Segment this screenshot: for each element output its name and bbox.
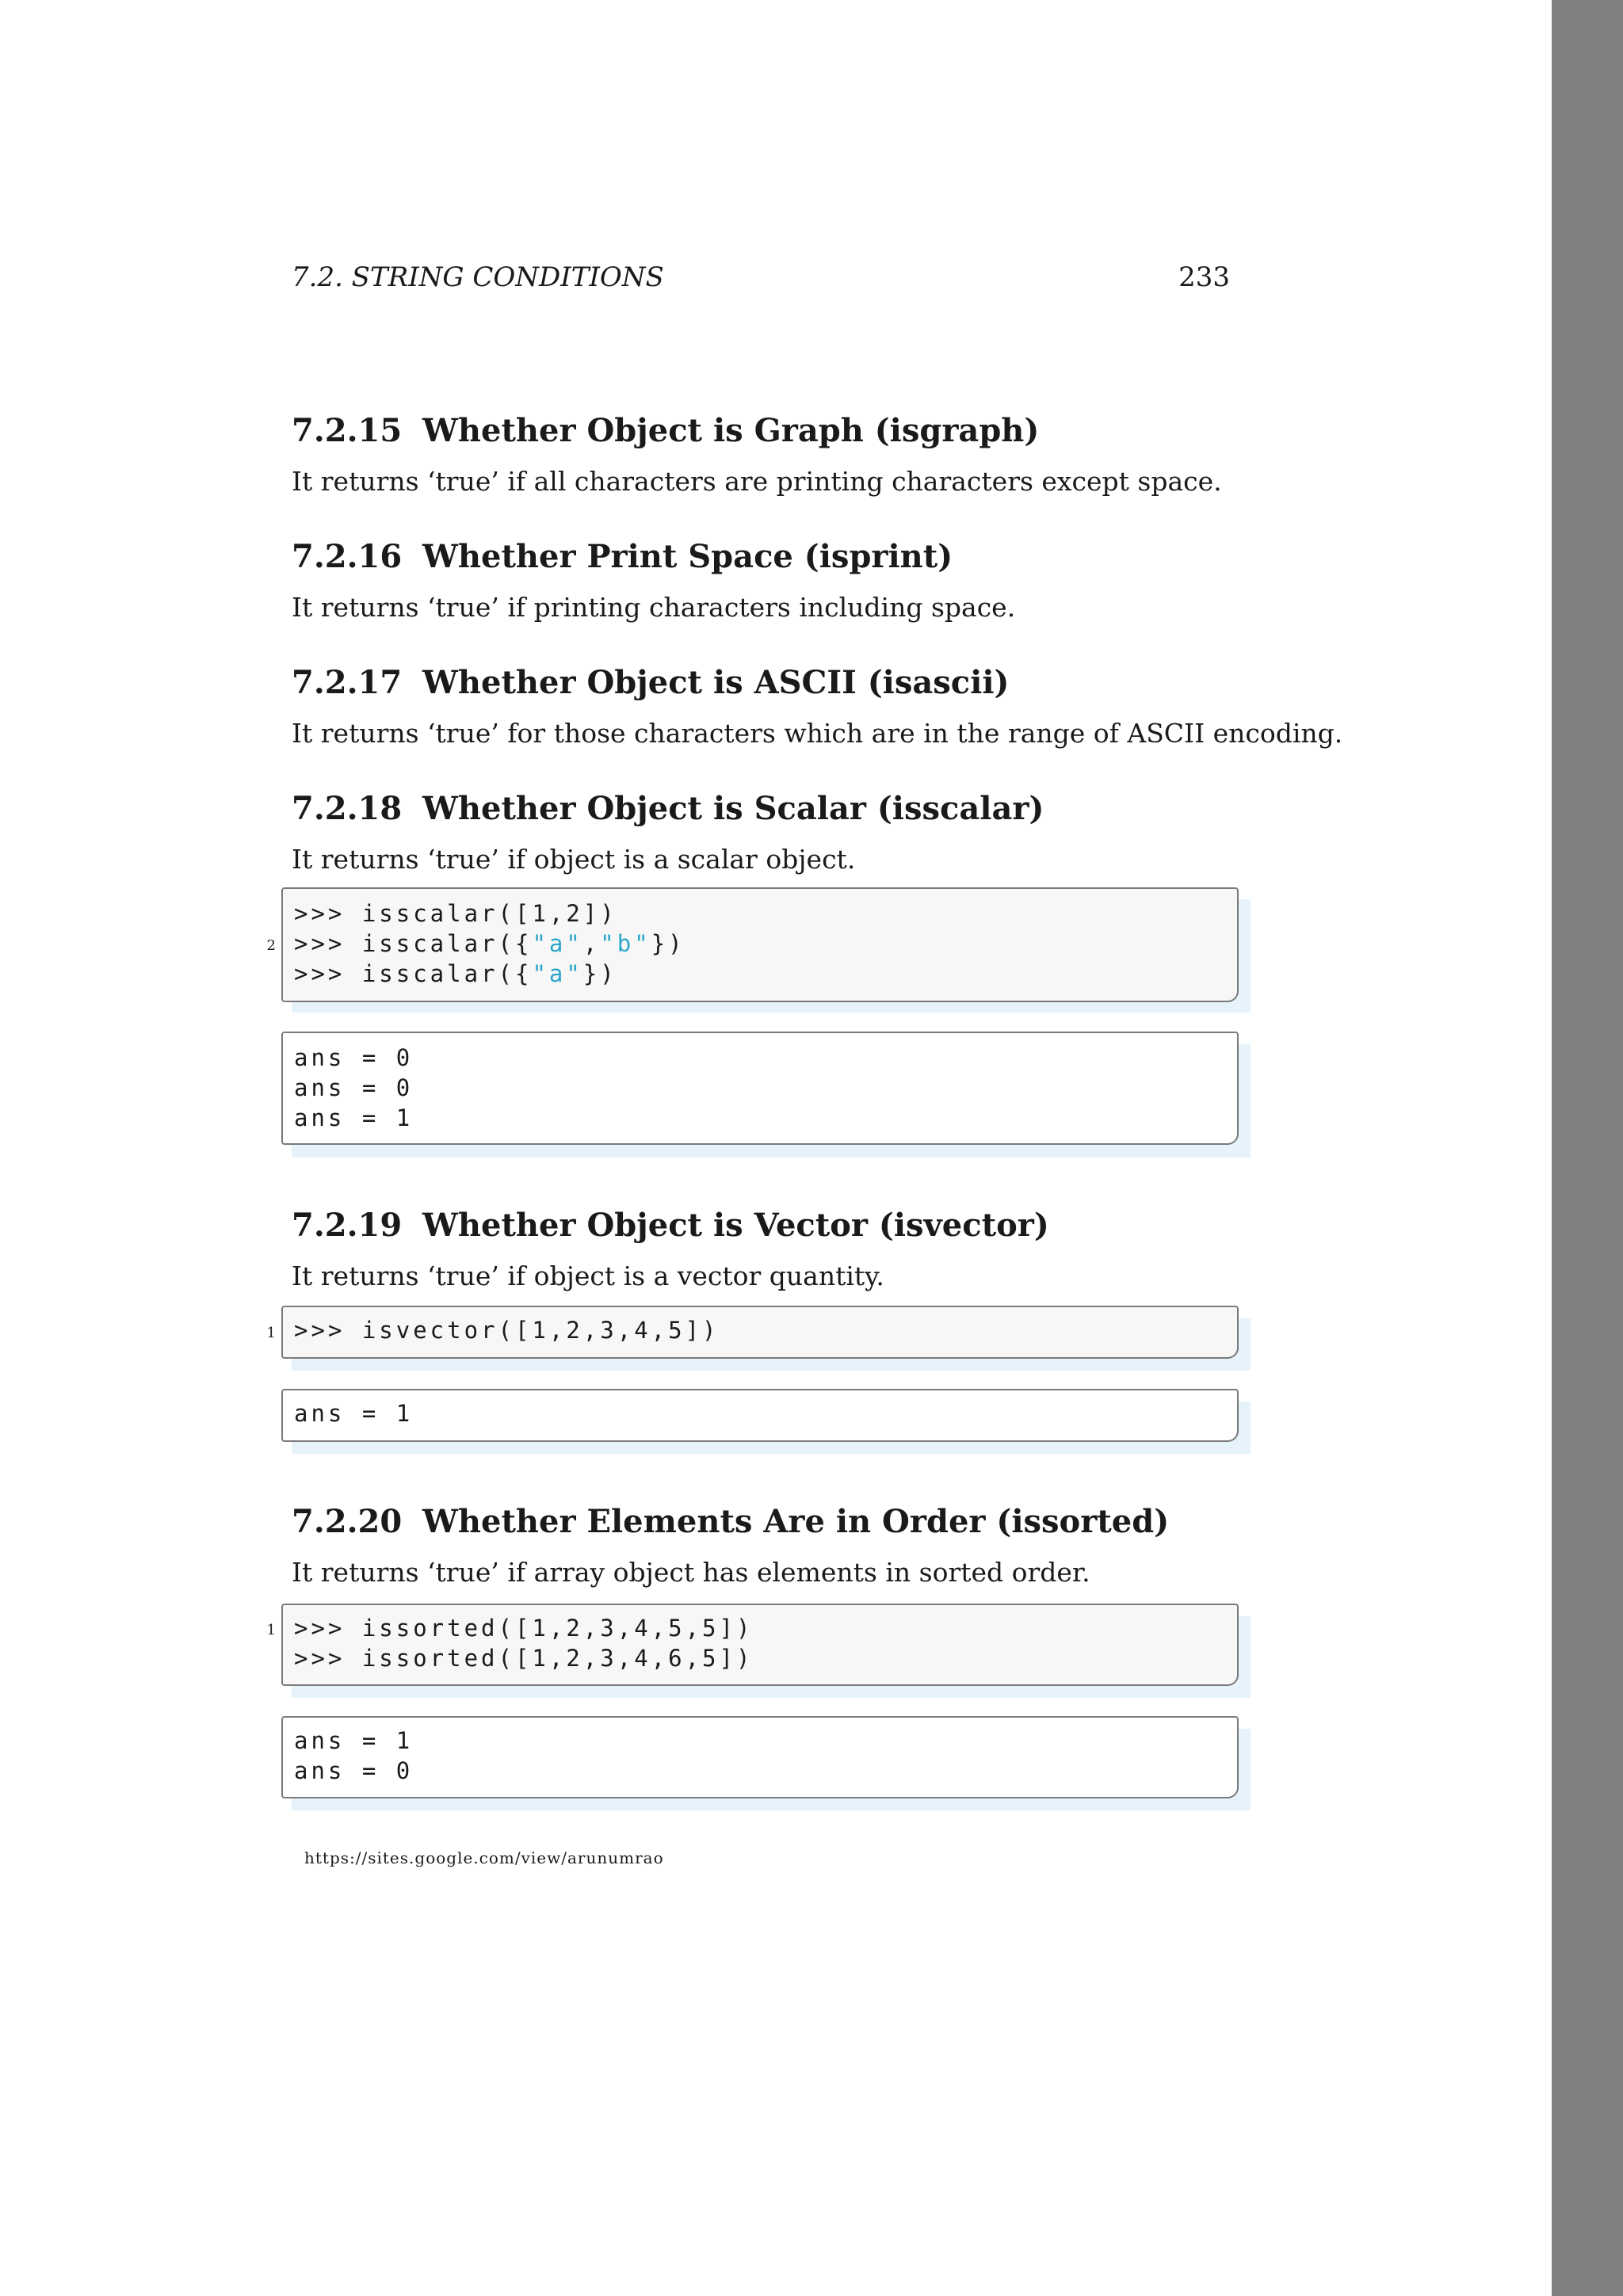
code-token: >>> issorted([1,2,3,4,6,5]) [294,1645,754,1672]
page-number: 233 [1178,261,1230,293]
code-line [294,900,617,930]
section-number: 7.2.20 [292,1503,403,1540]
output-line: ans = 1 [294,1727,414,1754]
code-token: >>> isscalar([1,2]) [294,900,617,927]
section-heading-isgraph [292,412,1039,456]
section-title: Whether Object is Vector (isvector) [422,1207,1049,1244]
section-title: Whether Print Space (isprint) [422,538,953,575]
line-number: 1 [266,1325,276,1341]
section-description: It returns ‘true’ if object is a vector quantity. [292,1261,884,1291]
code-output-box [281,1389,1239,1442]
output-line: ans = 0 [294,1757,414,1784]
code-token: >>> isscalar({ [294,960,533,987]
code-string-token: "a" [532,930,583,957]
code-input-box [281,1306,1239,1359]
code-token: }) [582,960,617,987]
section-number: 7.2.18 [292,790,403,827]
code-token: >>> isscalar({ [294,930,533,957]
code-line [294,1317,720,1347]
section-heading-isascii [292,664,1009,708]
code-string-token: "b" [600,930,651,957]
section-title: Whether Elements Are in Order (issorted) [422,1503,1170,1540]
section-description: It returns ‘true’ if printing characters including space. [292,592,1016,623]
chapter-title: 7.2. STRING CONDITIONS [292,261,664,293]
code-output-box [281,1032,1239,1145]
output-line: ans = 0 [294,1074,414,1101]
line-number: 1 [266,1622,276,1638]
section-description: It returns ‘true’ if array object has elements in sorted order. [292,1557,1090,1588]
section-number: 7.2.15 [292,412,403,449]
line-number: 2 [266,937,276,954]
section-title: Whether Object is Scalar (isscalar) [422,790,1044,827]
running-header [292,261,1230,299]
code-line [294,1645,753,1675]
section-heading-issorted [292,1503,1169,1547]
section-heading-isprint [292,538,953,582]
code-token: , [582,930,601,957]
code-string-token: "a" [532,960,583,987]
code-token: >>> isvector([1,2,3,4,5]) [294,1317,720,1344]
code-token: >>> issorted([1,2,3,4,5,5]) [294,1615,754,1642]
code-line [294,960,617,990]
code-line [294,930,685,960]
code-line [294,1615,753,1645]
section-number: 7.2.16 [292,538,403,575]
section-title: Whether Object is ASCII (isascii) [422,664,1010,701]
section-description: It returns ‘true’ if object is a scalar object. [292,844,856,875]
code-output-box [281,1716,1239,1798]
code-input-box [281,1604,1239,1686]
section-number: 7.2.17 [292,664,403,701]
code-token: }) [651,930,685,957]
section-description: It returns ‘true’ for those characters which are in the range of ASCII encoding. [292,718,1343,749]
footer-url[interactable]: https://sites.google.com/view/arunumrao [304,1848,664,1867]
section-heading-isscalar [292,790,1044,834]
section-description: It returns ‘true’ if all characters are printing characters except space. [292,466,1222,497]
output-line: ans = 0 [294,1044,414,1071]
code-input-box [281,887,1239,1002]
page-side-margin [1552,0,1623,2296]
output-line: ans = 1 [294,1400,414,1427]
section-heading-isvector [292,1207,1049,1251]
section-title: Whether Object is Graph (isgraph) [422,412,1040,449]
section-number: 7.2.19 [292,1207,403,1244]
output-line: ans = 1 [294,1104,414,1131]
